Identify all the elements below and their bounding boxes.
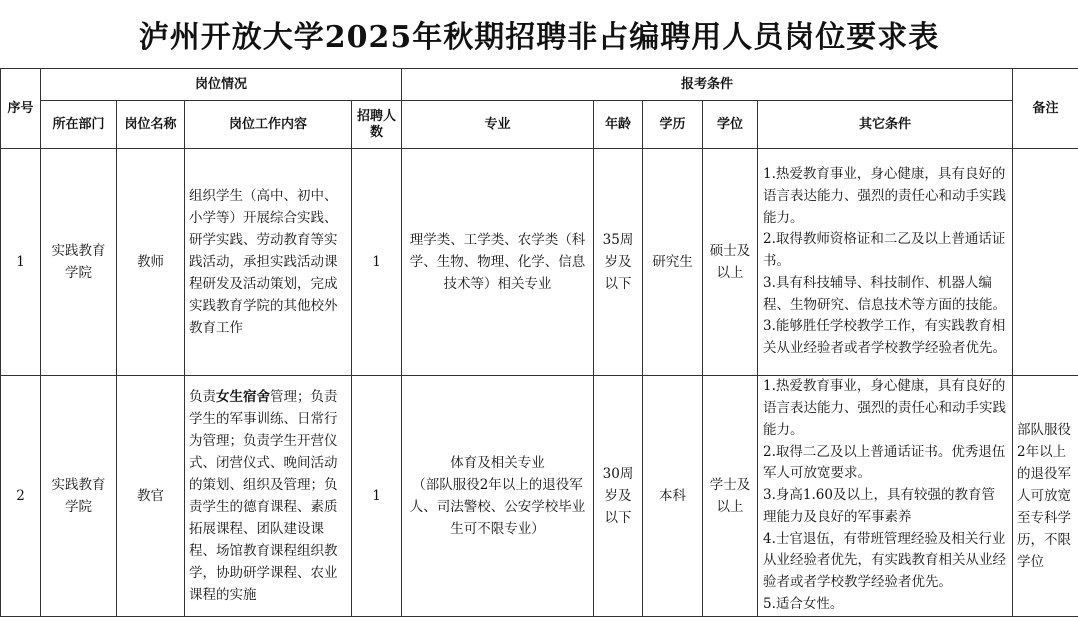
cell-major: 理学类、工学类、农学类（科学、生物、物理、化学、信息技术等）相关专业 — [402, 149, 594, 376]
table-row — [1, 149, 1078, 376]
cell-dept: 实践教育学院 — [41, 376, 117, 617]
cell-count: 1 — [352, 149, 402, 376]
cell-other — [758, 149, 1013, 376]
cell-post-name: 教师 — [117, 149, 185, 376]
content-emphasis: 女生宿舍 — [216, 389, 270, 405]
cell-content: 组织学生（高中、初中、小学等）开展综合实践、研学实践、劳动教育等实践活动，承担实践活动课程研发及活动策划，完成实践教育学院的其他校外教育工作 — [185, 149, 352, 376]
header-age: 年龄 — [594, 101, 643, 149]
header-content: 岗位工作内容 — [185, 101, 352, 149]
header-remark: 备注 — [1013, 69, 1078, 149]
header-major: 专业 — [402, 101, 594, 149]
major-note: （部队服役2年以上的退役军人、司法警校、公安学校毕业生可不限专业） — [409, 477, 586, 537]
cell-degree: 硕士及以上 — [703, 149, 758, 376]
cell-degree: 学士及以上 — [703, 376, 758, 617]
other-item: 2.取得二乙及以上普通话证书。优秀退伍军人可放宽要求。 — [763, 443, 1006, 482]
cell-seq: 2 — [1, 376, 41, 617]
requirements-table — [0, 68, 1078, 617]
cell-edu: 本科 — [643, 376, 703, 617]
cell-remark: 部队服役2年以上的退役军人可放宽至专科学历，不限学位 — [1013, 376, 1078, 617]
header-group-row — [1, 69, 1078, 101]
cell-age: 30周岁及以下 — [594, 376, 643, 617]
content-pre: 负责 — [189, 389, 216, 405]
header-post-name: 岗位名称 — [117, 101, 185, 149]
cell-age: 35周岁及以下 — [594, 149, 643, 376]
header-group-post: 岗位情况 — [41, 69, 402, 101]
cell-count: 1 — [352, 376, 402, 617]
cell-other — [758, 376, 1013, 617]
header-other: 其它条件 — [758, 101, 1013, 149]
major-line: 体育及相关专业 — [450, 455, 545, 471]
header-row — [1, 101, 1078, 149]
page-title: 泸州开放大学2025年秋期招聘非占编聘用人员岗位要求表 — [138, 20, 940, 55]
cell-dept: 实践教育学院 — [41, 149, 117, 376]
other-item: 1.热爱教育事业，身心健康，具有良好的语言表达能力、强烈的责任心和动手实践能力。 — [763, 378, 1007, 438]
other-item: 3.能够胜任学校教学工作，有实践教育相关从业经验者或者学校教学经验者优先。 — [763, 318, 1007, 357]
cell-remark — [1013, 149, 1078, 376]
other-item: 2.取得教师资格证和二乙及以上普通话证书。 — [763, 231, 1006, 270]
cell-edu: 研究生 — [643, 149, 703, 376]
header-dept: 所在部门 — [41, 101, 117, 149]
header-group-requirements: 报考条件 — [402, 69, 1013, 101]
cell-content — [185, 376, 352, 617]
cell-major — [402, 376, 594, 617]
table-row — [1, 376, 1078, 617]
header-edu: 学历 — [643, 101, 703, 149]
header-degree: 学位 — [703, 101, 758, 149]
cell-seq: 1 — [1, 149, 41, 376]
header-seq: 序号 — [1, 69, 41, 149]
other-item: 4.士官退伍，有带班管理经验及相关行业从业经验者优先，有实践教育相关从业经验者或者学校教学经验者优先。 — [763, 530, 1007, 591]
header-count: 招聘人数 — [352, 101, 402, 149]
other-item: 3.具有科技辅导、科技制作、机器人编程、生物研究、信息技术等方面的技能。 — [763, 274, 1007, 313]
other-item: 3.身高1.60及以上，具有较强的教育管理能力及良好的军事素养 — [763, 487, 995, 525]
other-item: 1.热爱教育事业，身心健康，具有良好的语言表达能力、强烈的责任心和动手实践能力。 — [763, 165, 1007, 226]
content-post: 管理；负责学生的军事训练、日常行为管理；负责学生开营仪式、闭营仪式、晚间活动的策划、组织及管理；负责学生的德育课程、素质拓展课程、团队建设课程、场馆教育课程组织教学，协助研学课程、农业课程的实施 — [189, 389, 338, 603]
other-item: 5.适合女性。 — [763, 596, 844, 613]
cell-post-name: 教官 — [117, 376, 185, 617]
